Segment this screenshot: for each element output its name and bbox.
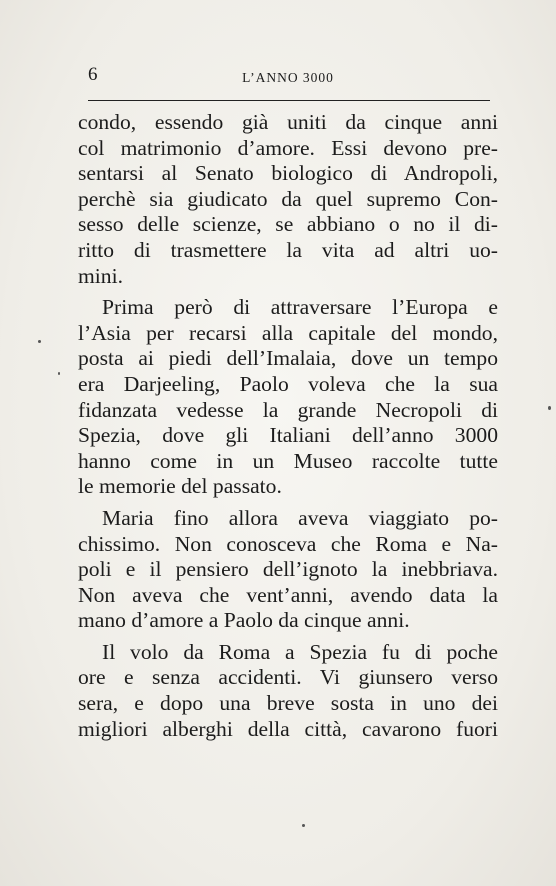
text-line: col matrimonio d’amore. Essi devono pre-	[78, 135, 498, 160]
text-line: ore e senza accidenti. Vi giunsero verso	[78, 665, 498, 690]
text-line: era Darjeeling, Paolo voleva che la sua	[78, 371, 498, 396]
text-line: Il volo da Roma a Spezia fu di poche	[102, 639, 498, 664]
paper-speck	[548, 406, 551, 410]
text-line: le memorie del passato.	[78, 474, 282, 499]
text-line: mano d’amore a Paolo da cinque anni.	[78, 608, 410, 633]
paper-speck	[302, 824, 305, 827]
text-line: perchè sia giudicato da quel supremo Con-	[78, 186, 498, 211]
page-header	[86, 64, 490, 92]
text-line: posta ai piedi dell’Imalaia, dove un tempo	[78, 346, 498, 371]
text-line: sera, e dopo una breve sosta in uno dei	[78, 691, 498, 716]
text-line: Spezia, dove gli Italiani dell’anno 3000	[78, 423, 498, 448]
paper-speck	[38, 340, 41, 343]
header-rule	[88, 100, 490, 101]
paragraph-4	[78, 640, 498, 742]
text-line: poli e il pensiero dell’ignoto la inebbriava.	[78, 557, 498, 582]
page-number: 6	[88, 64, 98, 85]
text-line: condo, essendo già uniti da cinque anni	[78, 110, 498, 134]
text-line: Maria fino allora aveva viaggiato po-	[102, 505, 498, 530]
text-line: Prima però di attraversare l’Europa e	[102, 295, 498, 320]
text-line: mini.	[78, 263, 123, 288]
paragraph-3	[78, 506, 498, 634]
text-line: l’Asia per recarsi alla capitale del mondo,	[78, 320, 498, 345]
body-text	[78, 110, 498, 748]
text-line: fidanzata vedesse la grande Necropoli di	[78, 397, 498, 422]
paragraph-2	[78, 295, 498, 500]
paragraph-1	[78, 110, 498, 289]
text-line: ritto di trasmettere la vita ad altri uo-	[78, 237, 498, 262]
text-line: Non aveva che vent’anni, avendo data la	[78, 582, 498, 607]
text-line: hanno come in un Museo raccolte tutte	[78, 448, 498, 473]
text-line: sentarsi al Senato biologico di Andropoli,	[78, 161, 498, 186]
paper-speck	[58, 372, 60, 375]
running-title: L’ANNO 3000	[242, 70, 334, 85]
text-line: chissimo. Non conosceva che Roma e Na-	[78, 531, 498, 556]
text-line: sesso delle scienze, se abbiano o no il di-	[78, 212, 498, 237]
text-line: migliori alberghi della città, cavarono fuori	[78, 716, 498, 741]
